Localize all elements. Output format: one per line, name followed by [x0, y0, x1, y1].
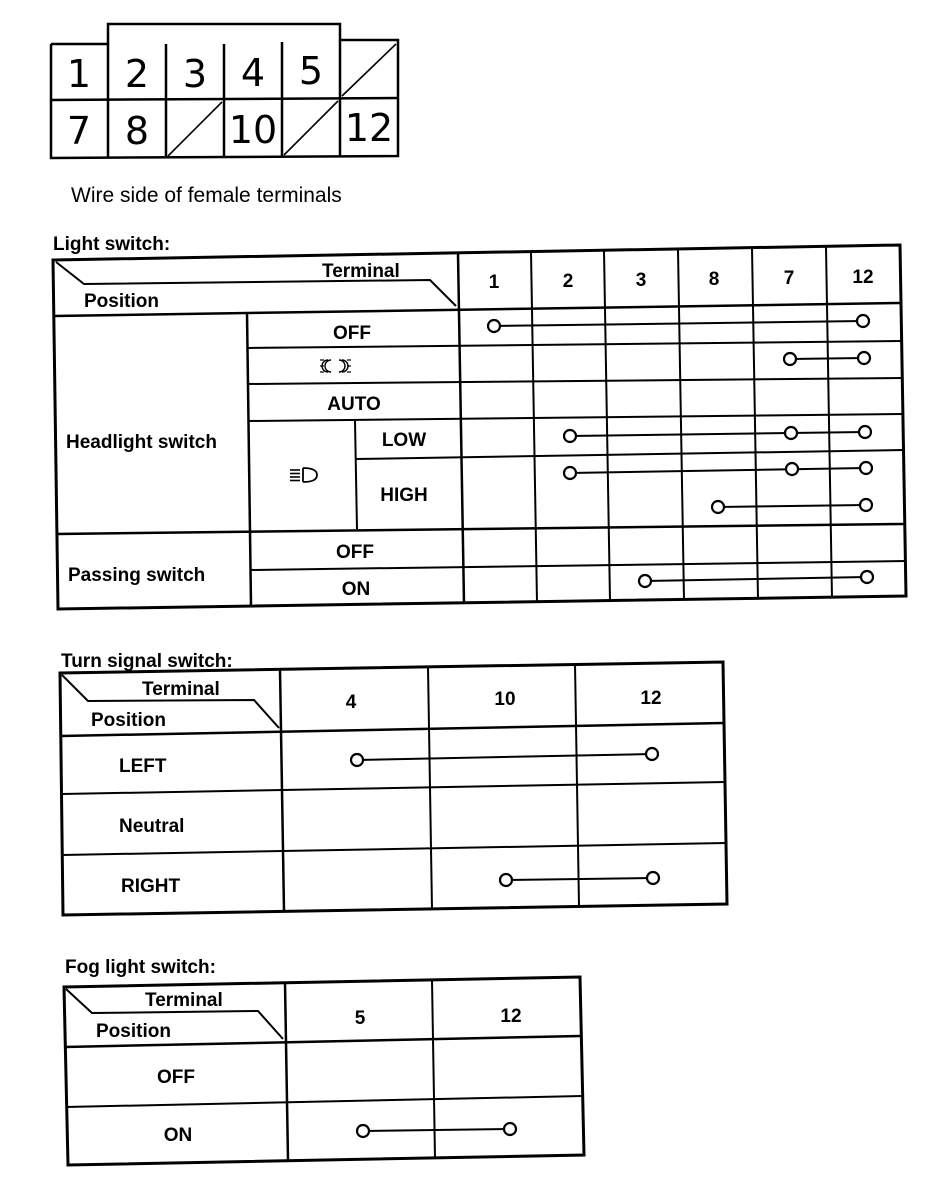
passing-on-label: ON [341, 579, 371, 600]
light-terminal-8: 8 [708, 269, 720, 290]
cavity-12: 12 [344, 106, 394, 150]
light-header-terminal: Terminal [322, 261, 400, 282]
fog-light-title: Fog light switch: [65, 957, 216, 978]
turn-signal-title: Turn signal switch: [61, 651, 233, 672]
light-terminal-3: 3 [635, 270, 647, 291]
node-7 [785, 427, 797, 439]
connector-face [51, 24, 398, 158]
connector-caption: Wire side of female terminals [71, 184, 342, 207]
turn-header-terminal: Terminal [142, 679, 220, 700]
fog-header-position: Position [96, 1021, 171, 1042]
passing-switch-label: Passing switch [68, 565, 206, 586]
fog-row-off: OFF [157, 1067, 195, 1088]
node-2 [564, 430, 576, 442]
turn-signal-connections [351, 748, 659, 886]
turn-header-position: Position [91, 710, 166, 731]
light-switch-table [53, 245, 906, 609]
cavity-10: 10 [228, 108, 278, 152]
headlight-switch-label: Headlight switch [66, 432, 217, 453]
empty-cavity-11 [284, 101, 338, 155]
turn-row-neutral: Neutral [119, 816, 185, 837]
empty-cavity-9 [168, 102, 222, 156]
fog-terminal-12: 12 [500, 1006, 522, 1027]
fog-header-terminal: Terminal [145, 990, 223, 1011]
node-12 [860, 499, 872, 511]
node-12 [858, 352, 870, 364]
high-label: HIGH [380, 485, 428, 506]
light-terminal-1: 1 [488, 272, 500, 293]
connection-passing-on [639, 571, 873, 587]
connection-left [351, 748, 658, 766]
fog-light-connections [357, 1123, 516, 1137]
turn-terminal-12: 12 [640, 688, 662, 709]
node-4 [351, 754, 363, 766]
node-2 [564, 467, 576, 479]
light-terminal-2: 2 [562, 271, 574, 292]
cavity-8: 8 [124, 109, 150, 153]
headlight-icon [290, 468, 317, 482]
node-12 [859, 426, 871, 438]
node-12 [860, 462, 872, 474]
node-12 [647, 872, 659, 884]
node-5 [357, 1125, 369, 1137]
cavity-5: 5 [298, 49, 324, 93]
cavity-4: 4 [240, 51, 266, 95]
node-12 [861, 571, 873, 583]
light-terminal-7: 7 [783, 268, 795, 289]
cavity-1: 1 [66, 52, 92, 96]
node-7 [786, 463, 798, 475]
connection-high-2 [712, 499, 872, 513]
headlight-off-label: OFF [333, 323, 371, 344]
cavity-7: 7 [66, 109, 92, 153]
passing-off-label: OFF [336, 542, 374, 563]
turn-terminal-10: 10 [494, 689, 516, 710]
node-10 [500, 874, 512, 886]
cavity-2: 2 [124, 52, 150, 96]
connection-high-1 [564, 462, 872, 479]
light-switch-title: Light switch: [53, 234, 171, 255]
node-7 [784, 353, 796, 365]
node-12 [504, 1123, 516, 1135]
empty-cavity-6 [342, 44, 396, 96]
node-3 [639, 575, 651, 587]
turn-row-left: LEFT [119, 756, 167, 777]
light-header-position: Position [84, 291, 159, 312]
connection-low [564, 426, 871, 442]
parking-light-icon [320, 360, 351, 372]
node-12 [646, 748, 658, 760]
light-terminal-12: 12 [852, 267, 874, 288]
low-label: LOW [381, 430, 427, 451]
turn-terminal-4: 4 [345, 692, 357, 713]
fog-row-on: ON [163, 1125, 193, 1146]
node-8 [712, 501, 724, 513]
node-1 [488, 320, 500, 332]
turn-row-right: RIGHT [121, 876, 181, 897]
connection-fog-on [357, 1123, 516, 1137]
auto-label: AUTO [327, 394, 381, 415]
cavity-3: 3 [182, 52, 208, 96]
fog-terminal-5: 5 [354, 1008, 366, 1029]
node-12 [857, 315, 869, 327]
